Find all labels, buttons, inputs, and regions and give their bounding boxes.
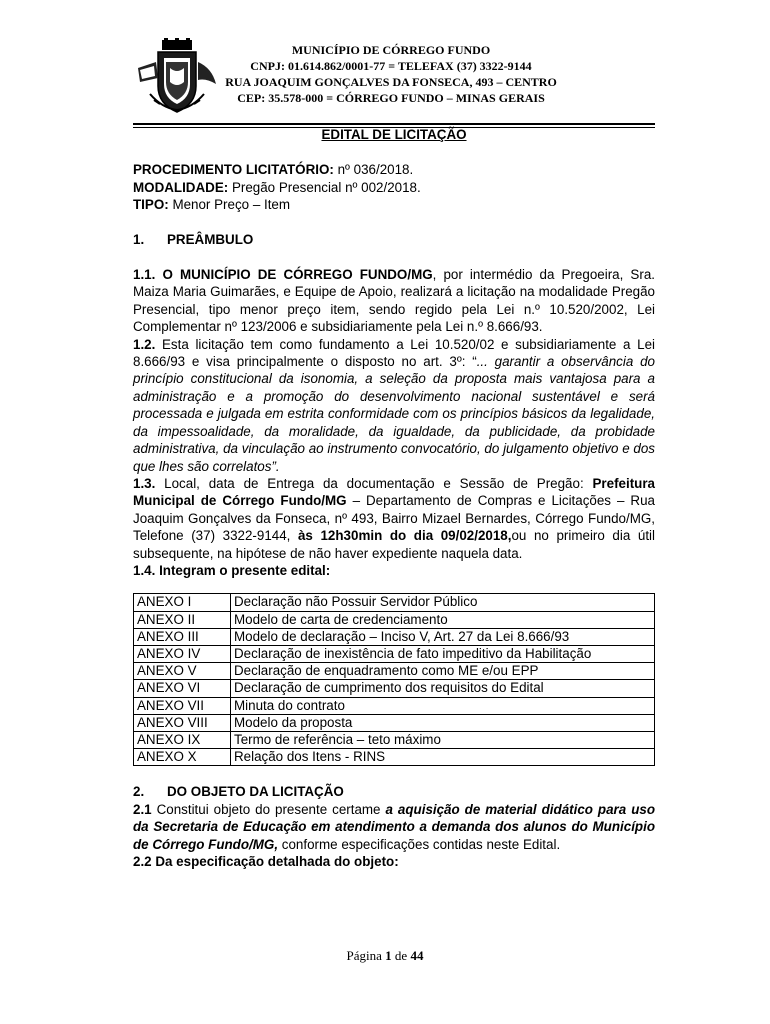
annex-description: Declaração de cumprimento dos requisitos do Edital xyxy=(231,680,655,697)
letterhead-text xyxy=(196,42,586,106)
annex-id: ANEXO VII xyxy=(134,697,231,714)
annex-table-body xyxy=(134,594,655,766)
annex-description: Modelo de carta de credenciamento xyxy=(231,611,655,628)
annex-row xyxy=(134,645,655,662)
annex-row xyxy=(134,611,655,628)
paragraph-1-4: 1.4. Integram o presente edital: xyxy=(133,562,331,578)
annex-description: Modelo de declaração – Inciso V, Art. 27 da Lei 8.666/93 xyxy=(231,628,655,645)
annex-description: Declaração de enquadramento como ME e/ou EPP xyxy=(231,663,655,680)
page-footer: Página 1 de 44 xyxy=(346,948,424,963)
section-heading-2: 2. DO OBJETO DA LICITAÇÃO xyxy=(133,784,344,800)
annex-description: Termo de referência – teto máximo xyxy=(231,731,655,748)
paragraph-2-1: 2.1 Constitui objeto do presente certame a aquisição de material didático para uso da Secretaria de Educação em atendimento a demanda dos alunos do Município de Córrego Fundo/MG, conforme especificações contidas neste Edital. xyxy=(133,801,656,852)
annex-id: ANEXO IX xyxy=(134,731,231,748)
annex-id: ANEXO III xyxy=(134,628,231,645)
paragraph-1-1: 1.1. O MUNICÍPIO DE CÓRREGO FUNDO/MG, por intermédio da Pregoeira, Sra. Maiza Maria Guimarães, e Equipe de Apoio, realizará a licitação na modalidade Pregão Presencial, tipo menor preço item, sendo regido pela Lei n.º 10.520/2002, Lei Complementar nº 123/2006 e subsidiariamente pela Lei n.º 8.666/93. xyxy=(133,267,655,335)
annex-id: ANEXO VI xyxy=(134,680,231,697)
postal-code-city: CEP: 35.578-000 = CÓRREGO FUNDO – MINAS GERAIS xyxy=(237,91,545,105)
annex-row xyxy=(134,594,655,611)
annex-id: ANEXO II xyxy=(134,611,231,628)
annex-description: Minuta do contrato xyxy=(231,697,655,714)
header-rule-thick xyxy=(133,123,655,125)
annex-table xyxy=(133,593,655,766)
annex-description: Relação dos Itens - RINS xyxy=(231,749,655,766)
procedure-line: PROCEDIMENTO LICITATÓRIO: nº 036/2018. xyxy=(133,162,414,178)
cnpj-telefax: CNPJ: 01.614.862/0001-77 = TELEFAX (37) 3322-9144 xyxy=(250,59,532,73)
annex-row xyxy=(134,714,655,731)
annex-id: ANEXO V xyxy=(134,663,231,680)
type-line: TIPO: Menor Preço – Item xyxy=(133,197,291,213)
annex-description: Declaração não Possuir Servidor Público xyxy=(231,594,655,611)
annex-id: ANEXO IV xyxy=(134,645,231,662)
annex-id: ANEXO X xyxy=(134,749,231,766)
annex-row xyxy=(134,680,655,697)
municipality-name: MUNICÍPIO DE CÓRREGO FUNDO xyxy=(291,43,491,57)
annex-description: Modelo da proposta xyxy=(231,714,655,731)
annex-row xyxy=(134,697,655,714)
document-title: EDITAL DE LICITAÇÃO xyxy=(321,127,467,142)
paragraph-1-3: 1.3. Local, data de Entrega da documentação e Sessão de Pregão: Prefeitura Municipal de Córrego Fundo/MG – Departamento de Compras e Licitações – Rua Joaquim Gonçalves da Fonseca, nº 493, Bairro Mizael Bernardes, Córrego Fundo/MG, Telefone (37) 3322-9144, às 12h30min do dia 09/02/2018,ou no primeiro dia útil subsequente, na hipótese de não haver expediente naquela data. xyxy=(133,475,656,561)
paragraph-1-2: 1.2. Esta licitação tem como fundamento a Lei 10.520/02 e subsidiariamente a Lei 8.666/93 e visa principalmente o disposto no art. 3º: “... garantir a observância do princípio constitucional da isonomia, a seleção da proposta mais vantajosa para a administração e a promoção do desenvolvimento nacional sustentável e será processada e julgada em estrita conformidade com os princípios básicos da legalidade, da impessoalidade, da moralidade, da igualdade, da publicidade, da probidade administrativa, da vinculação ao instrumento convocatório, do julgamento objetivo e dos que lhes são correlatos”. xyxy=(133,336,655,474)
document-body xyxy=(133,126,655,870)
annex-row xyxy=(134,731,655,748)
annex-id: ANEXO VIII xyxy=(134,714,231,731)
modality-line: MODALIDADE: Pregão Presencial nº 002/2018. xyxy=(133,179,421,195)
annex-row xyxy=(134,628,655,645)
annex-description: Declaração de inexistência de fato impeditivo da Habilitação xyxy=(231,645,655,662)
annex-id: ANEXO I xyxy=(134,594,231,611)
annex-row xyxy=(134,749,655,766)
section-heading-1: 1. PREÂMBULO xyxy=(133,231,254,247)
street-address: RUA JOAQUIM GONÇALVES DA FONSECA, 493 – CENTRO xyxy=(225,75,557,89)
paragraph-2-2: 2.2 Da especificação detalhada do objeto: xyxy=(133,854,399,869)
annex-row xyxy=(134,663,655,680)
